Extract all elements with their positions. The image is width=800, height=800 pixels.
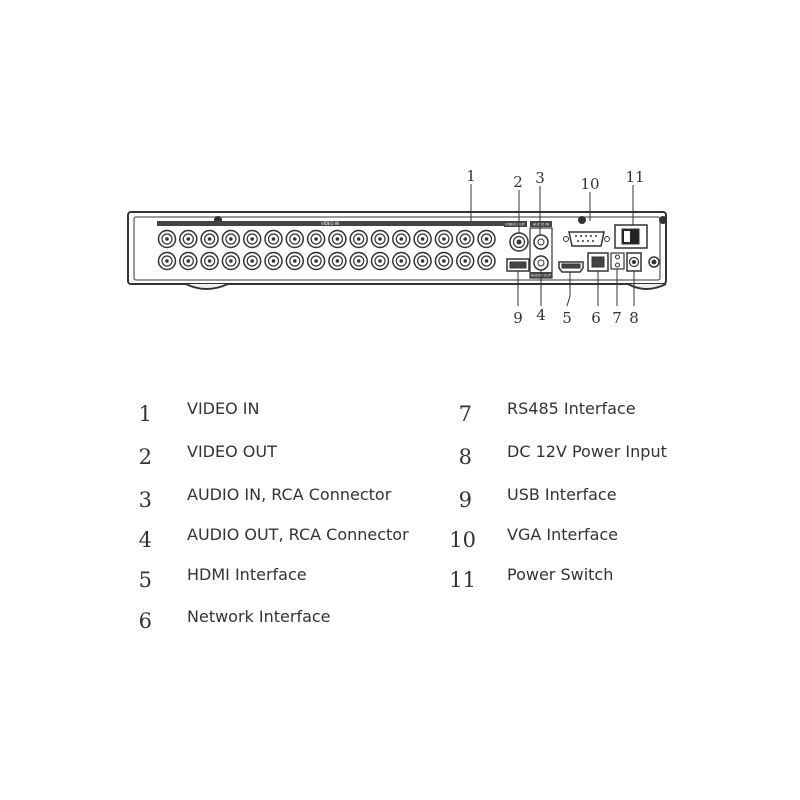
dvr-rear-panel-diagram: [0, 0, 800, 360]
legend-label-9: USB Interface: [507, 485, 617, 504]
callout-number-4: 4: [536, 306, 546, 324]
callout-number-3: 3: [535, 169, 545, 187]
callout-number-8: 8: [629, 309, 639, 327]
legend-label-6: Network Interface: [187, 607, 331, 626]
legend-number-3: 3: [138, 488, 152, 512]
video-out-panel-label: VIDEO OUT: [505, 222, 525, 227]
legend-number-6: 6: [138, 609, 152, 633]
video-in-panel-label: VIDEO IN: [320, 221, 340, 226]
callout-number-2: 2: [513, 173, 523, 191]
callout-number-6: 6: [591, 309, 601, 327]
legend-number-8: 8: [458, 445, 472, 469]
legend-label-2: VIDEO OUT: [187, 442, 277, 461]
callout-number-11: 11: [625, 168, 645, 186]
legend-label-8: DC 12V Power Input: [507, 442, 667, 461]
audio-in-panel-label: AUDIO IN: [532, 222, 550, 227]
legend-number-9: 9: [458, 488, 472, 512]
callout-number-9: 9: [513, 309, 523, 327]
callout-number-7: 7: [612, 309, 622, 327]
callout-number-5: 5: [562, 309, 572, 327]
legend-label-3: AUDIO IN, RCA Connector: [187, 485, 392, 504]
legend-number-1: 1: [138, 402, 152, 426]
audio-out-panel-label: AUDIO OUT: [530, 273, 552, 278]
callout-number-10: 10: [580, 175, 600, 193]
legend-number-5: 5: [138, 568, 152, 592]
legend-label-5: HDMI Interface: [187, 565, 307, 584]
legend-number-11: 11: [449, 568, 476, 592]
legend-number-4: 4: [138, 528, 152, 552]
legend-label-7: RS485 Interface: [507, 399, 636, 418]
legend-label-1: VIDEO IN: [187, 399, 260, 418]
callout-number-1: 1: [466, 167, 476, 185]
legend-number-2: 2: [138, 445, 152, 469]
legend-label-11: Power Switch: [507, 565, 614, 584]
legend-number-7: 7: [458, 402, 472, 426]
legend-label-4: AUDIO OUT, RCA Connector: [187, 525, 409, 544]
legend-number-10: 10: [449, 528, 476, 552]
legend-label-10: VGA Interface: [507, 525, 619, 544]
